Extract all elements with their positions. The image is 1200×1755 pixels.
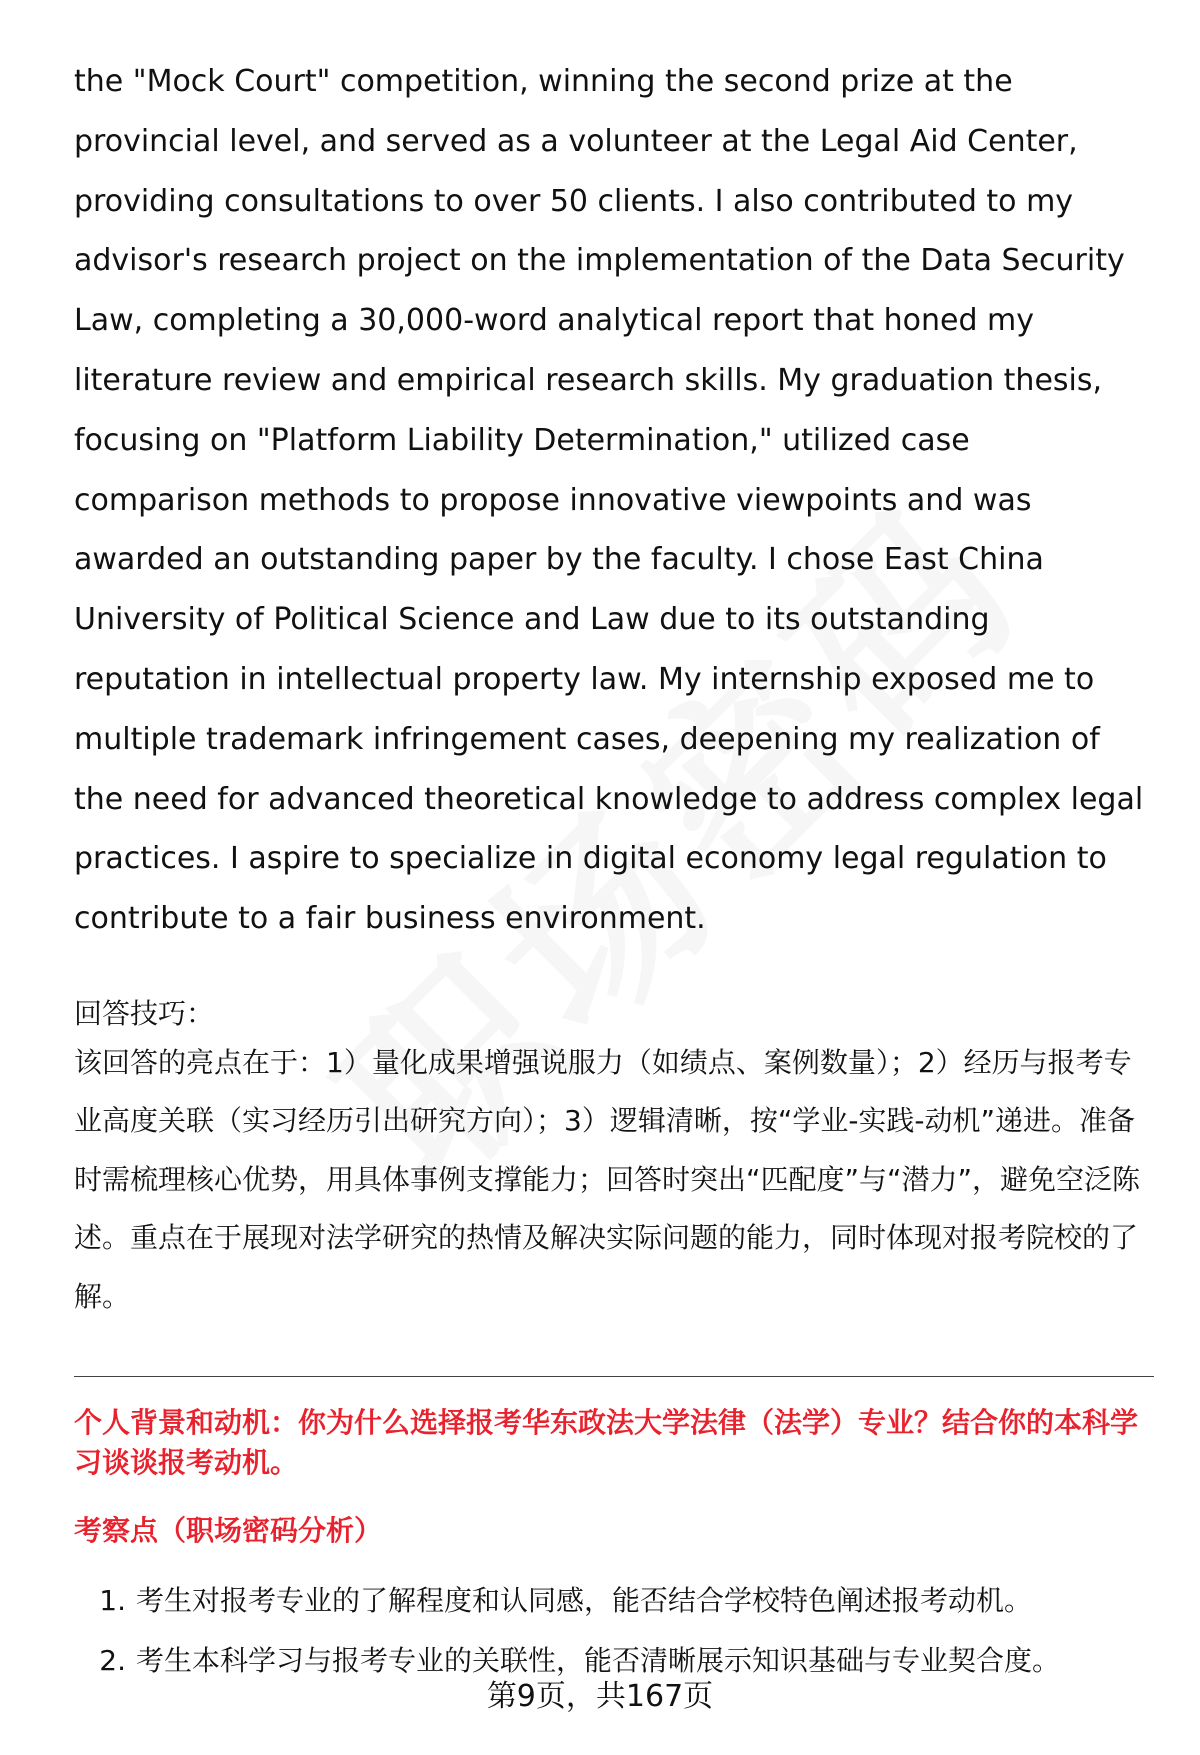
list-item	[74, 1581, 1154, 1621]
list-item-text: 考生对报考专业的了解程度和认同感，能否结合学校特色阐述报考动机。	[136, 1584, 1033, 1618]
question-title: 个人背景和动机：你为什么选择报考华东政法大学法律（法学）专业？结合你的本科学习谈谈报考动机。	[74, 1406, 1139, 1480]
list-item-text: 考生本科学习与报考专业的关联性，能否清晰展示知识基础与专业契合度。	[136, 1644, 1061, 1678]
tips-body: 该回答的亮点在于：1）量化成果增强说服力（如绩点、案例数量）；2）经历与报考专业高度关联（实习经历引出研究方向）；3）逻辑清晰，按“学业-实践-动机”递进。准备时需梳理核心优势，用具体事例支撑能力；回答时突出“匹配度”与“潜力”，避免空泛陈述。重点在于展现对法学研究的热情及解决实际问题的能力，同时体现对报考院校的了解。	[74, 1045, 1141, 1313]
list-item-number: 1.	[99, 1584, 126, 1618]
focus-heading: 考察点（职场密码分析）	[74, 1514, 383, 1548]
answer-paragraph: the "Mock Court" competition, winning the second prize at the provincial level, and served as a volunteer at the Legal Aid Center, providing consultations to over 50 clients. I also contributed to my advisor's research project on the implementation of the Data Security Law, completing a 30,000-word analytical report that honed my literature review and empirical research skills. My graduation thesis, focusing on "Platform Liability Determination," utilized case comparison methods to propose innovative viewpoints and was awarded an outstanding paper by the faculty. I chose East China University of Political Science and Law due to its outstanding reputation in intellectual property law. My internship exposed me to multiple trademark infringement cases, deepening my realization of the need for advanced theoretical knowledge to address complex legal practices. I aspire to specialize in digital economy legal regulation to contribute to a fair business environment.	[74, 64, 1144, 937]
page-content	[74, 52, 1154, 1701]
tips-heading: 回答技巧：	[74, 996, 215, 1030]
section-divider	[74, 1376, 1154, 1377]
list-item	[74, 1641, 1154, 1681]
list-item-number: 2.	[99, 1644, 126, 1678]
page-number: 第9页，共167页	[486, 1679, 714, 1714]
focus-points-list	[74, 1581, 1154, 1681]
